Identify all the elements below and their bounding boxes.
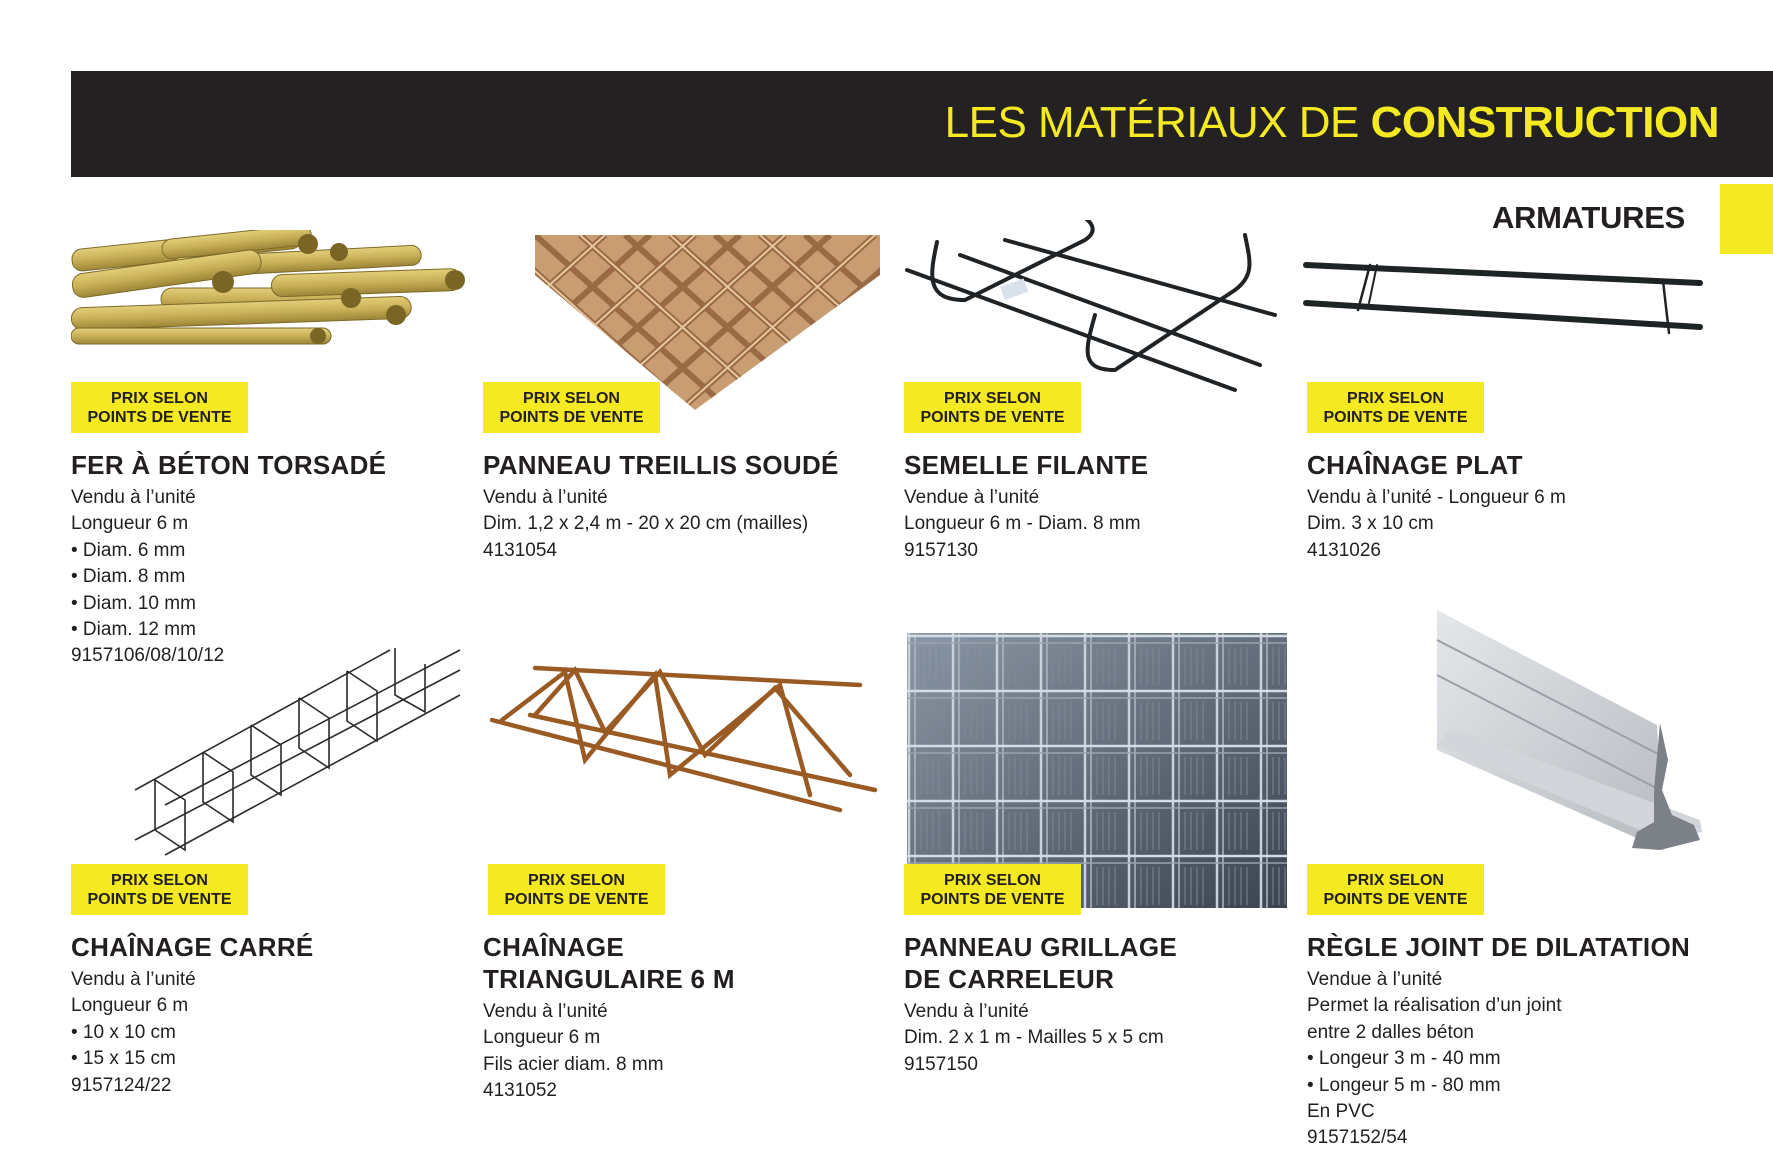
detail-line: Fils acier diam. 8 mm (483, 1053, 664, 1075)
price-badge (71, 864, 248, 915)
detail-line: • Diam. 12 mm (71, 619, 196, 641)
title-line: DE CARRELEUR (904, 964, 1115, 994)
title-line: SEMELLE FILANTE (904, 450, 1149, 480)
rebar-bundle-image (71, 230, 471, 350)
page-title-regular: LES MATÉRIAUX DE (944, 98, 1371, 147)
product-semelle-filante[interactable] (904, 382, 1304, 564)
product-reference: 9157124/22 (71, 1074, 172, 1096)
detail-line: • Longeur 5 m - 80 mm (1307, 1074, 1501, 1096)
title-line: FER À BÉTON TORSADÉ (71, 450, 387, 480)
price-badge (71, 382, 248, 433)
detail-line: Longueur 6 m (483, 1027, 601, 1049)
detail-line: • 15 x 15 cm (71, 1048, 176, 1070)
price-badge (483, 382, 660, 433)
product-details (71, 485, 471, 670)
detail-line: Longueur 6 m (71, 995, 189, 1017)
badge-line-2: POINTS DE VENTE (920, 891, 1065, 908)
product-panneau-treillis-soude[interactable] (483, 382, 883, 564)
detail-line: Dim. 1,2 x 2,4 m - 20 x 20 cm (mailles) (483, 513, 809, 535)
detail-line: Dim. 3 x 10 cm (1307, 513, 1434, 535)
title-line: PANNEAU GRILLAGE (904, 932, 1177, 962)
detail-line: En PVC (1307, 1101, 1375, 1123)
product-reference: 9157152/54 (1307, 1127, 1408, 1149)
product-details (1307, 485, 1707, 564)
detail-line: • Diam. 8 mm (71, 566, 186, 588)
detail-line: • Diam. 6 mm (71, 539, 186, 561)
badge-line-1: PRIX SELON (944, 872, 1041, 889)
detail-line: Vendue à l’unité (1307, 969, 1443, 990)
product-title (904, 449, 1304, 481)
product-details (483, 999, 883, 1105)
flat-chaining-image (1303, 255, 1703, 335)
product-title (71, 931, 471, 963)
detail-line: Vendu à l’unité - Longueur 6 m (1307, 487, 1566, 508)
product-reference: 9157106/08/10/12 (71, 645, 225, 667)
pvc-expansion-joint-image (1432, 600, 1702, 875)
header-banner (71, 71, 1773, 177)
detail-line: • Longeur 3 m - 40 mm (1307, 1048, 1501, 1070)
product-title (71, 449, 471, 481)
detail-line: Vendu à l’unité (71, 487, 196, 508)
detail-line: • Diam. 10 mm (71, 592, 196, 614)
detail-line: Vendu à l’unité (71, 969, 196, 990)
product-details (483, 485, 883, 564)
detail-line: Permet la réalisation d’un joint (1307, 995, 1562, 1017)
product-title (1307, 449, 1707, 481)
section-label: ARMATURES (1491, 200, 1685, 235)
product-panneau-grillage-carreleur[interactable] (904, 864, 1304, 1078)
product-details (71, 967, 471, 1099)
product-chainage-triangulaire[interactable] (483, 864, 883, 1105)
price-badge (904, 382, 1081, 433)
product-title (483, 931, 883, 995)
product-details (904, 485, 1304, 564)
strip-footing-cage-image (905, 220, 1285, 395)
detail-line: Vendu à l’unité (483, 487, 608, 508)
badge-line-2: POINTS DE VENTE (920, 409, 1065, 426)
badge-line-1: PRIX SELON (944, 390, 1041, 407)
product-reference: 9157150 (904, 1053, 978, 1075)
page-title (945, 97, 1719, 149)
detail-line: Dim. 2 x 1 m - Mailles 5 x 5 cm (904, 1027, 1164, 1049)
product-fer-a-beton-torsade[interactable] (71, 382, 471, 670)
product-chainage-carre[interactable] (71, 864, 471, 1099)
square-chaining-cage-image (130, 640, 470, 860)
detail-line: Vendu à l’unité (904, 1001, 1029, 1022)
triangular-truss-image (490, 660, 880, 830)
badge-line-1: PRIX SELON (528, 872, 625, 889)
badge-line-2: POINTS DE VENTE (499, 409, 644, 426)
title-line: TRIANGULAIRE 6 M (483, 964, 735, 994)
page-title-bold: CONSTRUCTION (1370, 98, 1719, 147)
price-badge (488, 864, 665, 915)
product-reference: 4131054 (483, 539, 557, 561)
detail-line: entre 2 dalles béton (1307, 1021, 1474, 1043)
badge-line-1: PRIX SELON (1347, 872, 1444, 889)
section-tab-marker (1720, 184, 1773, 254)
badge-line-1: PRIX SELON (111, 872, 208, 889)
price-badge (1307, 382, 1484, 433)
badge-line-2: POINTS DE VENTE (87, 891, 232, 908)
product-details (1307, 967, 1747, 1152)
detail-line: Longueur 6 m - Diam. 8 mm (904, 513, 1141, 535)
badge-line-2: POINTS DE VENTE (504, 891, 649, 908)
title-line: CHAÎNAGE CARRÉ (71, 932, 314, 962)
title-line: PANNEAU TREILLIS SOUDÉ (483, 450, 839, 480)
product-details (904, 999, 1304, 1078)
badge-line-1: PRIX SELON (523, 390, 620, 407)
product-reference: 9157130 (904, 539, 978, 561)
badge-line-2: POINTS DE VENTE (1323, 891, 1468, 908)
badge-line-1: PRIX SELON (111, 390, 208, 407)
title-line: RÈGLE JOINT DE DILATATION (1307, 932, 1691, 962)
product-title (483, 449, 883, 481)
price-badge (1307, 864, 1484, 915)
price-badge (904, 864, 1081, 915)
title-line: CHAÎNAGE (483, 932, 625, 962)
product-regle-joint-dilatation[interactable] (1307, 864, 1747, 1152)
detail-line: Vendue à l’unité (904, 487, 1040, 508)
detail-line: Vendu à l’unité (483, 1001, 608, 1022)
badge-line-1: PRIX SELON (1347, 390, 1444, 407)
badge-line-2: POINTS DE VENTE (1323, 409, 1468, 426)
product-chainage-plat[interactable] (1307, 382, 1707, 564)
detail-line: Longueur 6 m (71, 513, 189, 535)
product-reference: 4131052 (483, 1080, 557, 1102)
badge-line-2: POINTS DE VENTE (87, 409, 232, 426)
detail-line: • 10 x 10 cm (71, 1021, 176, 1043)
product-reference: 4131026 (1307, 539, 1381, 561)
title-line: CHAÎNAGE PLAT (1307, 450, 1523, 480)
product-title (1307, 931, 1747, 963)
product-title (904, 931, 1304, 995)
